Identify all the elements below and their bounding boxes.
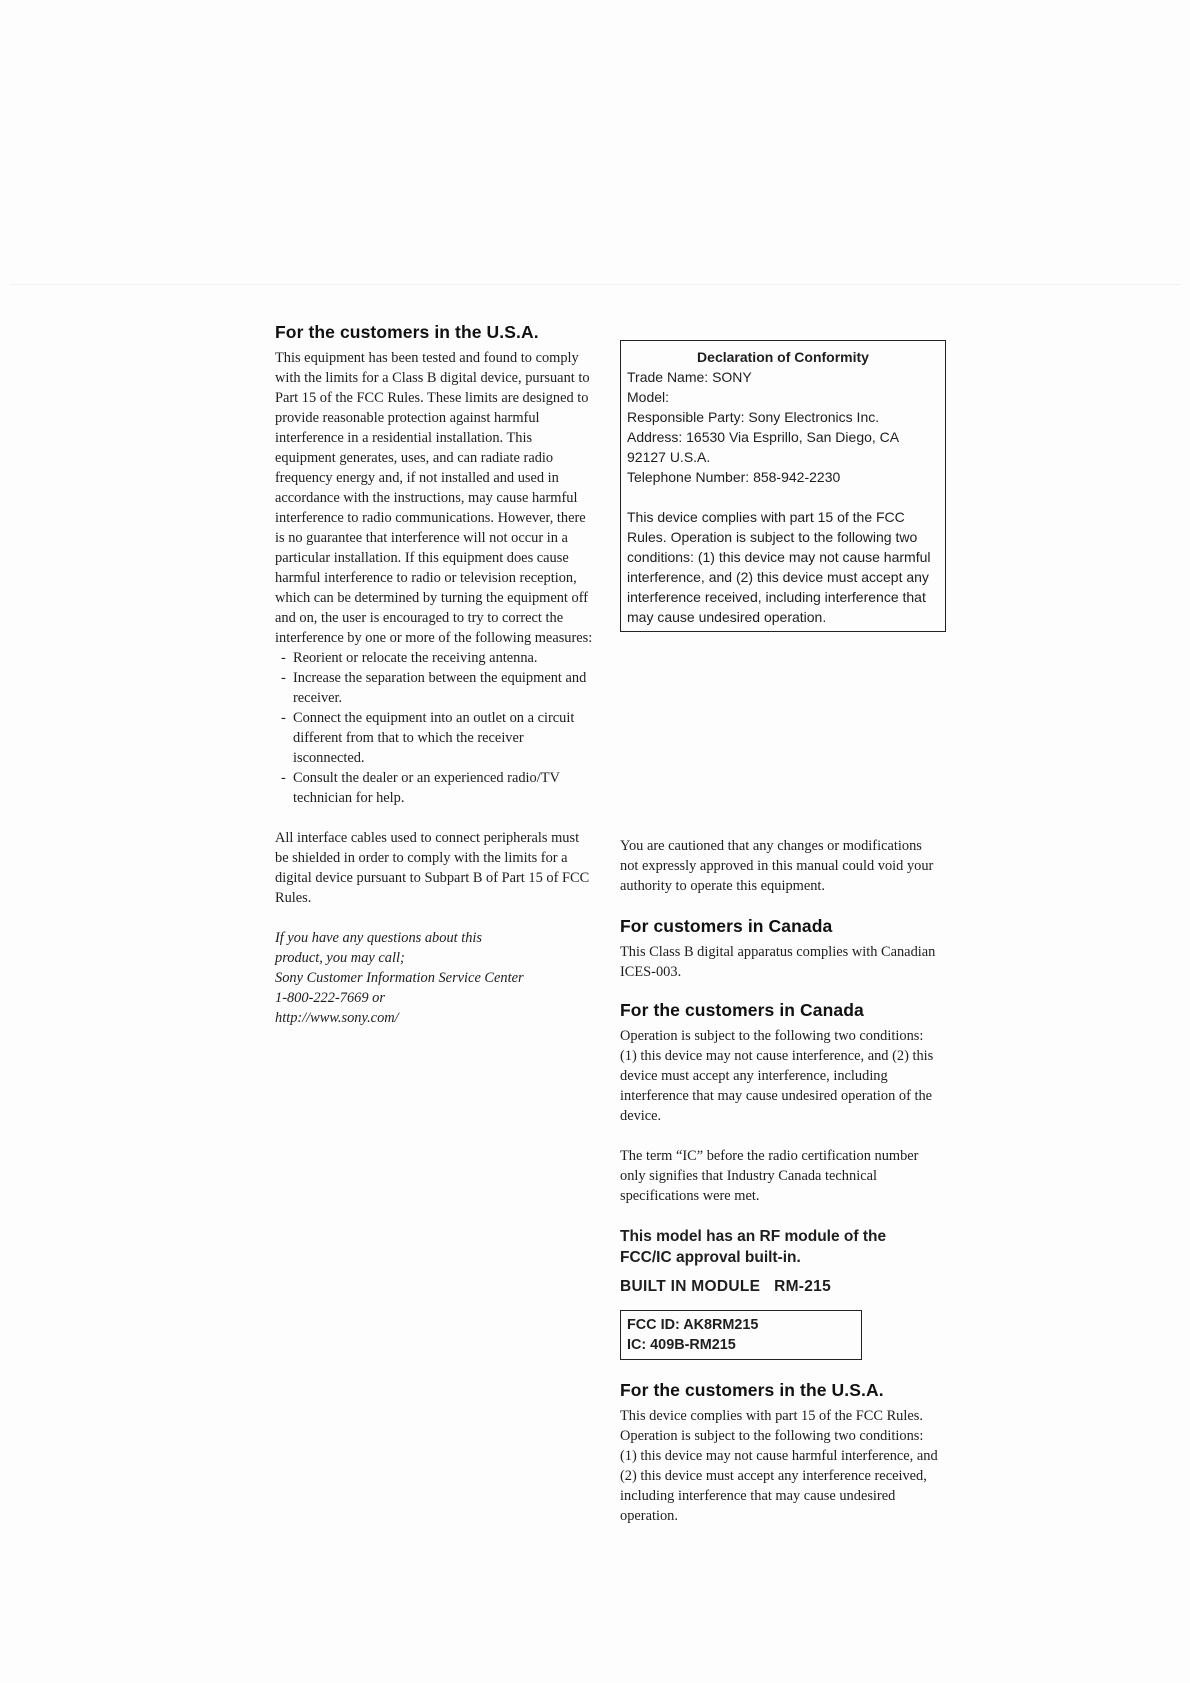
scan-artifact-line: [10, 284, 1180, 285]
canada-heading-1: For customers in Canada: [620, 916, 833, 936]
model-label: Model:: [627, 389, 670, 405]
trade-name: Trade Name: SONY: [627, 369, 752, 385]
usa-heading: For the customers in the U.S.A.: [275, 322, 539, 342]
list-item: - Reorient or relocate the receiving antenna.: [281, 650, 538, 666]
left-column: [275, 322, 595, 1028]
compliance-statement: This device complies with part 15 of the FCC Rules. Operation is subject to the following two conditions: (1) this device may not cause harmful interference, and (2) this device must accept any interference received, including interference that may cause undesired operation.: [627, 509, 931, 625]
usa-heading-2: For the customers in the U.S.A.: [620, 1380, 884, 1400]
contact-line: product, you may call;: [275, 950, 405, 966]
rf-module-statement: This model has an RF module of the FCC/IC approval built-in.: [620, 1228, 887, 1266]
built-in-module-label: BUILT IN MODULE: [620, 1278, 761, 1295]
fcc-class-b-paragraph: This equipment has been tested and found to comply with the limits for a Class B digital device, pursuant to Part 15 of the FCC Rules. These limits are designed to provide reasonable protection against harmful interference in a residential installation. This equipment generates, uses, and can radiate radio frequency energy and, if not installed and used in accordance with the instructions, may cause harmful interference to radio communications. However, there is no guarantee that interference will not occur in a particular installation. If this equipment does cause harmful interference to radio or television reception, which can be determined by turning the equipment off and on, the user is encouraged to try to correct the interference by one or more of the following measures:: [275, 350, 593, 646]
contact-line: If you have any questions about this: [275, 930, 483, 946]
canada-conditions-paragraph: Operation is subject to the following two conditions: (1) this device may not cause interference, and (2) this device must accept any interference, including interference that may cause undesired operation of the device.: [620, 1028, 934, 1124]
list-item: - Connect the equipment into an outlet on a circuit different from that to which the receiver isconnected.: [281, 710, 575, 766]
list-item: - Consult the dealer or an experienced radio/TV technician for help.: [281, 770, 560, 806]
ic-term-paragraph: The term “IC” before the radio certification number only signifies that Industry Canada technical specifications were met.: [620, 1148, 919, 1204]
caution-paragraph: You are cautioned that any changes or modifications not expressly approved in this manual could void your authority to operate this equipment.: [620, 838, 934, 894]
interface-cables-paragraph: All interface cables used to connect peripherals must be shielded in order to comply with the limits for a digital device pursuant to Subpart B of Part 15 of FCC Rules.: [275, 830, 590, 906]
built-in-module-model: RM-215: [774, 1278, 832, 1295]
built-in-module-line: [620, 1278, 940, 1296]
fcc-id: FCC ID: AK8RM215: [627, 1317, 759, 1333]
contact-url: http://www.sony.com/: [275, 1010, 399, 1026]
contact-line: Sony Customer Information Service Center: [275, 970, 524, 986]
list-item: - Increase the separation between the equipment and receiver.: [281, 670, 587, 706]
address: Address: 16530 Via Esprillo, San Diego, CA 92127 U.S.A.: [627, 429, 899, 465]
canada-ices-paragraph: This Class B digital apparatus complies with Canadian ICES-003.: [620, 944, 936, 980]
responsible-party: Responsible Party: Sony Electronics Inc.: [627, 409, 880, 425]
contact-info: [275, 928, 595, 1028]
contact-phone: 1-800-222-7669 or: [275, 990, 385, 1006]
interference-measures-list: [275, 648, 595, 808]
canada-heading-2: For the customers in Canada: [620, 1000, 864, 1020]
declaration-of-conformity-box: [620, 340, 946, 632]
right-column-lower: [620, 836, 940, 1526]
ic-id: IC: 409B-RM215: [627, 1337, 736, 1353]
fcc-ic-id-box: [620, 1310, 862, 1360]
telephone: Telephone Number: 858-942-2230: [627, 469, 841, 485]
usa-conditions-paragraph: This device complies with part 15 of the FCC Rules. Operation is subject to the following two conditions: (1) this device may not cause harmful interference, and (2) this device must accept any interference received, including interference that may cause undesired operation.: [620, 1408, 938, 1524]
declaration-title: Declaration of Conformity: [697, 349, 869, 365]
